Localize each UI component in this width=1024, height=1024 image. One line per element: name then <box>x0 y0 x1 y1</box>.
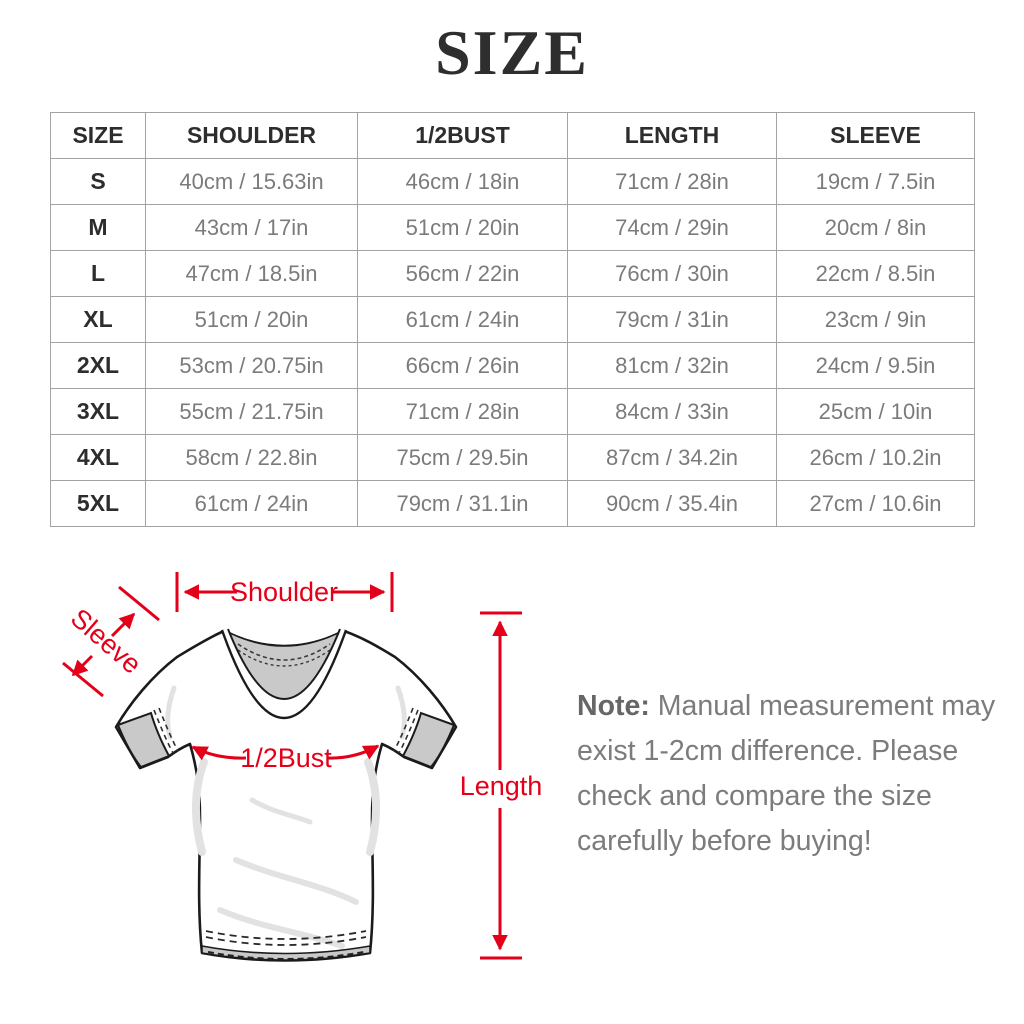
tshirt-outline <box>116 629 456 961</box>
length-cell: 90cm / 35.4in <box>568 481 777 527</box>
sleeve-cell: 19cm / 7.5in <box>777 159 975 205</box>
sleeve-cell: 20cm / 8in <box>777 205 975 251</box>
bust-cell: 56cm / 22in <box>358 251 568 297</box>
shoulder-cell: 53cm / 20.75in <box>146 343 358 389</box>
table-row <box>51 251 975 297</box>
table-row <box>51 481 975 527</box>
size-cell: 5XL <box>51 481 146 527</box>
table-row <box>51 435 975 481</box>
table-row <box>51 389 975 435</box>
length-cell: 74cm / 29in <box>568 205 777 251</box>
note-line-2: exist 1-2cm difference. Please <box>577 735 959 767</box>
note-line <box>577 684 1002 729</box>
length-cell: 76cm / 30in <box>568 251 777 297</box>
sleeve-cell: 22cm / 8.5in <box>777 251 975 297</box>
shoulder-cell: 61cm / 24in <box>146 481 358 527</box>
table-row <box>51 159 975 205</box>
bust-cell: 75cm / 29.5in <box>358 435 568 481</box>
table-row <box>51 205 975 251</box>
bust-cell: 66cm / 26in <box>358 343 568 389</box>
column-header-sleeve: SLEEVE <box>777 113 975 159</box>
size-cell: S <box>51 159 146 205</box>
length-cell: 71cm / 28in <box>568 159 777 205</box>
bust-label: 1/2Bust <box>240 743 332 773</box>
note-line-4: carefully before buying! <box>577 825 872 857</box>
size-cell: L <box>51 251 146 297</box>
tshirt-measurement-diagram <box>40 560 560 1000</box>
sleeve-label: Sleeve <box>64 602 147 680</box>
column-header-length: LENGTH <box>568 113 777 159</box>
shoulder-cell: 55cm / 21.75in <box>146 389 358 435</box>
sleeve-cell: 26cm / 10.2in <box>777 435 975 481</box>
column-header-bust: 1/2BUST <box>358 113 568 159</box>
shoulder-label: Shoulder <box>229 577 339 607</box>
size-cell: 3XL <box>51 389 146 435</box>
shoulder-cell: 51cm / 20in <box>146 297 358 343</box>
note-prefix: Note: <box>577 690 650 722</box>
length-cell: 87cm / 34.2in <box>568 435 777 481</box>
length-label: Length <box>459 771 543 801</box>
size-cell: 2XL <box>51 343 146 389</box>
size-cell: 4XL <box>51 435 146 481</box>
sleeve-cell: 25cm / 10in <box>777 389 975 435</box>
size-table <box>50 112 975 527</box>
bust-cell: 71cm / 28in <box>358 389 568 435</box>
sleeve-cell: 27cm / 10.6in <box>777 481 975 527</box>
column-header-size: SIZE <box>51 113 146 159</box>
size-cell: XL <box>51 297 146 343</box>
page-title: SIZE <box>435 17 589 88</box>
column-header-shoulder: SHOULDER <box>146 113 358 159</box>
length-cell: 79cm / 31in <box>568 297 777 343</box>
length-cell: 84cm / 33in <box>568 389 777 435</box>
note-text <box>577 684 1002 864</box>
table-row <box>51 297 975 343</box>
shoulder-cell: 47cm / 18.5in <box>146 251 358 297</box>
shoulder-cell: 40cm / 15.63in <box>146 159 358 205</box>
shoulder-cell: 58cm / 22.8in <box>146 435 358 481</box>
note-line-1: Manual measurement may <box>649 690 996 722</box>
size-cell: M <box>51 205 146 251</box>
sleeve-cell: 24cm / 9.5in <box>777 343 975 389</box>
length-cell: 81cm / 32in <box>568 343 777 389</box>
header-row <box>51 113 975 159</box>
sleeve-cell: 23cm / 9in <box>777 297 975 343</box>
table-row <box>51 343 975 389</box>
bust-cell: 61cm / 24in <box>358 297 568 343</box>
bust-cell: 51cm / 20in <box>358 205 568 251</box>
bust-cell: 46cm / 18in <box>358 159 568 205</box>
shoulder-cell: 43cm / 17in <box>146 205 358 251</box>
note-line-3: check and compare the size <box>577 780 932 812</box>
bust-cell: 79cm / 31.1in <box>358 481 568 527</box>
